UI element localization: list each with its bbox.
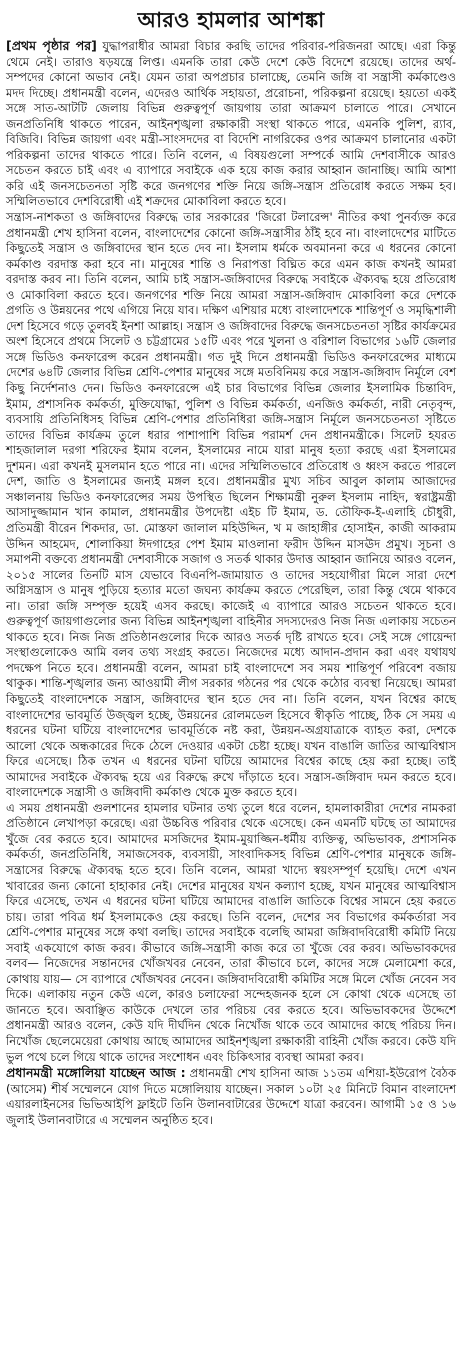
- paragraph-1-text: যুদ্ধাপরাধীর আমরা বিচার করছি তাদের পরিবার-পরিজনরা আছে। এরা কিন্তু থেমে নেই। তারাও ষড়যন্ত্রে লিপ্ত। এমনকি তারা কেউ দেশে কেউ বিদেশে রয়েছে। তাদের অর্থ-সম্পদের কোনো অভাব নেই। যেমন তারা অপপ্রচার চালাচ্ছে, তেমনি জঙ্গি বা সন্ত্রাসী কর্মকাণ্ডেও মদদ দিচ্ছে। প্রধানমন্ত্রী বলেন, এদেরও আর্থিক সহায়তা, প্ররোচনা, পরিকল্পনা রয়েছে। হয়তো একই সঙ্গে সাত-আটটি জেলায় বিভিন্ন গুরুত্বপূর্ণ জায়গায় তারা আক্রমণ চালাতে পারে। সেখানে জনপ্রতিনিধি থাকতে পারেন, আইনশৃঙ্খলা রক্ষাকারী সংস্থা থাকতে পারে, এমনকি পুলিশ, র‍্যাব, বিজিবি। বিভিন্ন জায়গা এবং মন্ত্রী-সাংসদদের বা বিদেশি নাগরিকের ওপর আক্রমণ চালানোর একটা পরিকল্পনা তাদের থাকতে পারে। তিনি বলেন, এ বিষয়গুলো সম্পর্কে আমি দেশবাসীকে আরও সচেতন করতে চাই এবং এ ব্যাপারে সবাইকে এক হয়ে কাজ করার আহ্বান জানাচ্ছি। আমি আশা করি এই জনসচেতনতা সৃষ্টি করে জনগণের শক্তি নিয়ে জঙ্গি-সন্ত্রাস প্রতিরোধ করতে সক্ষম হব। সম্মিলিতভাবে দেশবিরোধী এই শক্রদের মোকাবিলা করতে হবে।: [6, 39, 456, 209]
- mongolia-subhead: প্রধানমন্ত্রী মঙ্গোলিয়া যাচ্ছেন আজ :: [6, 1065, 186, 1081]
- article-body: [6, 38, 456, 1128]
- mongolia-text: প্রধানমন্ত্রী শেখ হাসিনা আজ ১১তম এশিয়া-ইউরোপ বৈঠক (আসেম) শীর্ষ সম্মেলনে যোগ দিতে মঙ্গোলিয়ায় যাচ্ছেন। সকাল ১০টা ২৫ মিনিটে বিমান বাংলাদেশ এয়ারলাইনসের ভিভিআইপি ফ্লাইটে তিনি উলানবাটারের উদ্দেশে যাত্রা করবেন। আগামী ১৫ ও ১৬ জুলাই উলানবাটারে এ সম্মেলন অনুষ্ঠিত হবে।: [6, 1066, 456, 1127]
- article-paragraph-1: [6, 38, 456, 210]
- continuation-tag: [প্রথম পৃষ্ঠার পর]: [6, 38, 97, 53]
- article-headline: আরও হামলার আশঙ্কা: [137, 8, 325, 32]
- article-paragraph-2: সন্ত্রাস-নাশকতা ও জঙ্গিবাদের বিরুদ্ধে তার সরকারের 'জিরো টলারেন্স' নীতির কথা পুনর্ব্যক্ত করে প্রধানমন্ত্রী শেখ হাসিনা বলেন, বাংলাদেশের কোনো জঙ্গি-সন্ত্রাসীর ঠাঁই হবে না। বাংলাদেশের মাটিতে কিছুতেই সন্ত্রাস ও জঙ্গিবাদের স্থান হতে দেব না। ইসলাম ধর্মকে অবমাননা করে এ ধরনের কোনো কর্মকাণ্ড বরদাস্ত করা হবে না। মানুষের শান্তি ও নিরাপত্তা বিঘ্নিত করে এমন কাজ কখনই আমরা বরদাস্ত করব না। তিনি বলেন, আমি চাই সন্ত্রাস-জঙ্গিবাদের বিরুদ্ধে সবাইকে ঐক্যবদ্ধ হয়ে প্রতিরোধ ও মোকাবিলা করতে হবে। জনগণের শক্তি নিয়ে আমরা সন্ত্রাস-জঙ্গিবাদ মোকাবিলা করে দেশকে প্রগতি ও উন্নয়নের পথে এগিয়ে নিয়ে যাব। দক্ষিণ এশিয়ার মধ্যে বাংলাদেশকে শান্তিপূর্ণ ও সমৃদ্ধিশালী দেশ হিসেবে গড়ে তুলবই ইনশা আল্লাহ। সন্ত্রাস ও জঙ্গিবাদের বিরুদ্ধে জনসচেতনতা সৃষ্টির কার্যক্রমের অংশ হিসেবে প্রথমে সিলেট ও চট্টগ্রামের ১৫টি এবং পরে খুলনা ও বরিশাল বিভাগের ১৬টি জেলার সঙ্গে ভিডিও কনফারেন্স করেন প্রধানমন্ত্রী। গত দুই দিনে প্রধানমন্ত্রী ভিডিও কনফারেন্সের মাধ্যমে দেশের ৬৪টি জেলার বিভিন্ন শ্রেণি-পেশার মানুষের সঙ্গে মতবিনিময় করে সন্ত্রাস-জঙ্গিবাদ নির্মূলে বেশ কিছু নির্দেশনাও দেন। ভিডিও কনফারেন্সে এই চার বিভাগের বিভিন্ন জেলার ইসলামিক চিন্তাবিদ, ইমাম, প্রশাসনিক কর্মকর্তা, মুক্তিযোদ্ধা, পুলিশ ও বিভিন্ন কর্মকর্তা, এনজিও কর্মকর্তা, নারী নেতৃবৃন্দ, ব্যবসায়ি প্রতিনিধিসহ বিভিন্ন শ্রেণি-পেশার প্রতিনিধিরা জঙ্গি-সন্ত্রাস নির্মূলে জনসচেতনতা সৃষ্টিতে তাদের বিভিন্ন কার্যক্রম তুলে ধরার পাশাপাশি বিভিন্ন পরামর্শ দেন প্রধানমন্ত্রীকে। সিলেট হযরত শাহজালাল দরগা শরিফের ইমাম বলেন, ইসলামের নামে যারা মানুষ হত্যা করছে এরা ইসলামের দুশমন। এরা কখনই মুসলমান হতে পারে না। এদের সম্মিলিতভাবে প্রতিরোধ ও ধ্বংস করতে পারলে দেশ, জাতি ও ইসলামের জন্যই মঙ্গল হবে। প্রধানমন্ত্রীর মুখ্য সচিব আবুল কালাম আজাদের সঞ্চালনায় ভিডিও কনফারেন্সের সময় উপস্থিত ছিলেন শিক্ষামন্ত্রী নুরুল ইসলাম নাহিদ, স্বরাষ্ট্রমন্ত্রী আসাদুজ্জামান খান কামাল, প্রধানমন্ত্রীর উপদেষ্টা এইচ টি ইমাম, ড. তৌফিক-ই-এলাহি চৌধুরী, প্রতিমন্ত্রী বীরেন শিকদার, ডা. মোস্তফা জালাল মহিউদ্দিন, খ ম জাহাঙ্গীর হোসাইন, কাজী আকরাম উদ্দিন আহমেদ, শোলাকিয়া ঈদগাহের পেশ ইমাম মাওলানা ফরীদ উদ্দিন মাসঊদ প্রমুখ। সূচনা ও সমাপনী বক্তব্যে প্রধানমন্ত্রী দেশবাসীকে সজাগ ও সতর্ক থাকার উদাত্ত আহ্বান জানিয়ে আরও বলেন, ২০১৫ সালের তিনটি মাস যেভাবে বিএনপি-জামায়াত ও তাদের সহযোগীরা মিলে সারা দেশে অগ্নিসন্ত্রাস ও মানুষ পুড়িয়ে হত্যার মতো জঘন্য কার্যক্রম করতে পেরেছিল, তারা কিন্তু থেমে থাকবে না। তারা জঙ্গি সম্পৃক্ত হয়েই এসব করছে। কাজেই এ ব্যাপারে আরও সচেতন থাকতে হবে। গুরুত্বপূর্ণ জায়গাগুলোর জন্য বিভিন্ন আইনশৃঙ্খলা বাহিনীর সদস্যদেরও নিজ নিজ এলাকায় সচেতন থাকতে হবে। নিজ নিজ প্রতিষ্ঠানগুলোর দিকে আরও সতর্ক দৃষ্টি রাখতে হবে। সেই সঙ্গে গোয়েন্দা সংস্থাগুলোকেও আমি বলব তথ্য সংগ্রহ করতে। নিজেদের মধ্যে আদান-প্রদান করা এবং যথাযথ পদক্ষেপ নিতে হবে। প্রধানমন্ত্রী বলেন, আমরা চাই বাংলাদেশে সব সময় শান্তিপূর্ণ পরিবেশ বজায় থাকুক। শান্তি-শৃঙ্খলার জন্য আওয়ামী লীগ সরকার গঠনের পর থেকে কঠোর ব্যবস্থা নিয়েছে। আমরা কিছুতেই বাংলাদেশকে সন্ত্রাস, জঙ্গিবাদের স্থান হতে দেব না। তিনি বলেন, যখন বিশ্বের কাছে বাংলাদেশের ভাবমূর্তি উজ্জ্বল হচ্ছে, উন্নয়নের রোলমডেল হিসেবে স্বীকৃতি পাচ্ছে, ঠিক সে সময় এ ধরনের ঘটনা ঘটিয়ে বাংলাদেশের ভাবমূর্তিকে নষ্ট করা, উন্নয়ন-অগ্রযাত্রাকে ব্যাহত করা, দেশকে আলো থেকে অন্ধকারের দিকে ঠেলে দেওয়ার একটা চেষ্টা হচ্ছে। যখন বাঙালি জাতির আত্মবিশ্বাস ফিরে এসেছে। ঠিক তখন এ ধরনের ঘটনা ঘটিয়ে আমাদের বিশ্বের কাছে হেয় করা হচ্ছে। তাই আমাদের সবাইকে ঐক্যবদ্ধ হয়ে এর বিরুদ্ধে রুখে দাঁড়াতে হবে। সন্ত্রাস-জঙ্গিবাদ দমন করতে হবে। বাংলাদেশকে সন্ত্রাসী ও জঙ্গিবাদী কর্মকাণ্ড থেকে মুক্ত করতে হবে।: [6, 210, 456, 800]
- article-paragraph-mongolia: [6, 1065, 456, 1128]
- article-paragraph-3: এ সময় প্রধানমন্ত্রী গুলশানের হামলার ঘটনার তথ্য তুলে ধরে বলেন, হামলাকারীরা দেশের নামকরা প্রতিষ্ঠানে লেখাপড়া করেছে। এরা উচ্চবিত্ত পরিবার থেকে এসেছে। কেন এমনটি ঘটছে তা আমাদের খুঁজে বের করতে হবে। আমাদের মসজিদের ইমাম-মুয়াজ্জিন-ধর্মীয় ব্যক্তিত্ব, অভিভাবক, প্রশাসনিক কর্মকর্তা, জনপ্রতিনিধি, সমাজসেবক, ব্যবসায়ী, সাংবাদিকসহ বিভিন্ন শ্রেণি-পেশার মানুষকে জঙ্গি-সন্ত্রাসের বিরুদ্ধে ঐক্যবদ্ধ হতে হবে। তিনি বলেন, আমরা খাদ্যে স্বয়ংসম্পূর্ণ হয়েছি। দেশে এখন খাবারের জন্য কোনো হাহাকার নেই। দেশের মানুষের যখন কল্যাণ হচ্ছে, যখন মানুষের আত্মবিশ্বাস ফিরে এসেছে, তখন এ ধরনের ঘটনা ঘটিয়ে আমাদের বাঙালি জাতিকে বিশ্বের সামনে হেয় করতে চায়। তারা পবিত্র ধর্ম ইসলামকেও হেয় করছে। তিনি বলেন, দেশের সব বিভাগের কর্মকর্তারা সব শ্রেণি-পেশার মানুষের সঙ্গে কথা বলছি। তাদের সবাইকে বলেছি আমরা জঙ্গিবাদবিরোধী কমিটি নিয়ে সবাই একযোগে কাজ করব। কীভাবে জঙ্গি-সন্ত্রাসী কাজ করে তা খুঁজে বের করব। অভিভাবকদের বলব— নিজেদের সন্তানদের খোঁজখবর নেবেন, তারা কীভাবে চলে, কাদের সঙ্গে মেলামেশা করে, কোথায় যায়— সে ব্যাপারে খোঁজখবর নেবেন। জঙ্গিবাদবিরোধী কমিটির সঙ্গে মিলে খোঁজ নেবেন সব দিকে। এলাকায় নতুন কেউ এলে, কারও চলাফেরা সন্দেহজনক হলে সে কোথা থেকে এসেছে তা জানতে হবে। অবাঞ্ছিত কাউকে দেখলে তার পরিচয় বের করতে হবে। অভিভাবকদের উদ্দেশে প্রধানমন্ত্রী আরও বলেন, কেউ যদি দীর্ঘদিন থেকে নিখোঁজ থাকে তবে আমাদের কাছে পরিচয় দিন। নিখোঁজ ছেলেমেয়েরা কোথায় আছে আমাদের আইনশৃঙ্খলা রক্ষাকারী বাহিনী খোঁজ করবে। কেউ যদি ভুল পথে চলে গিয়ে থাকে তাদের সংশোধন এবং চিকিৎসার ব্যবস্থা আমরা করব।: [6, 800, 456, 1064]
